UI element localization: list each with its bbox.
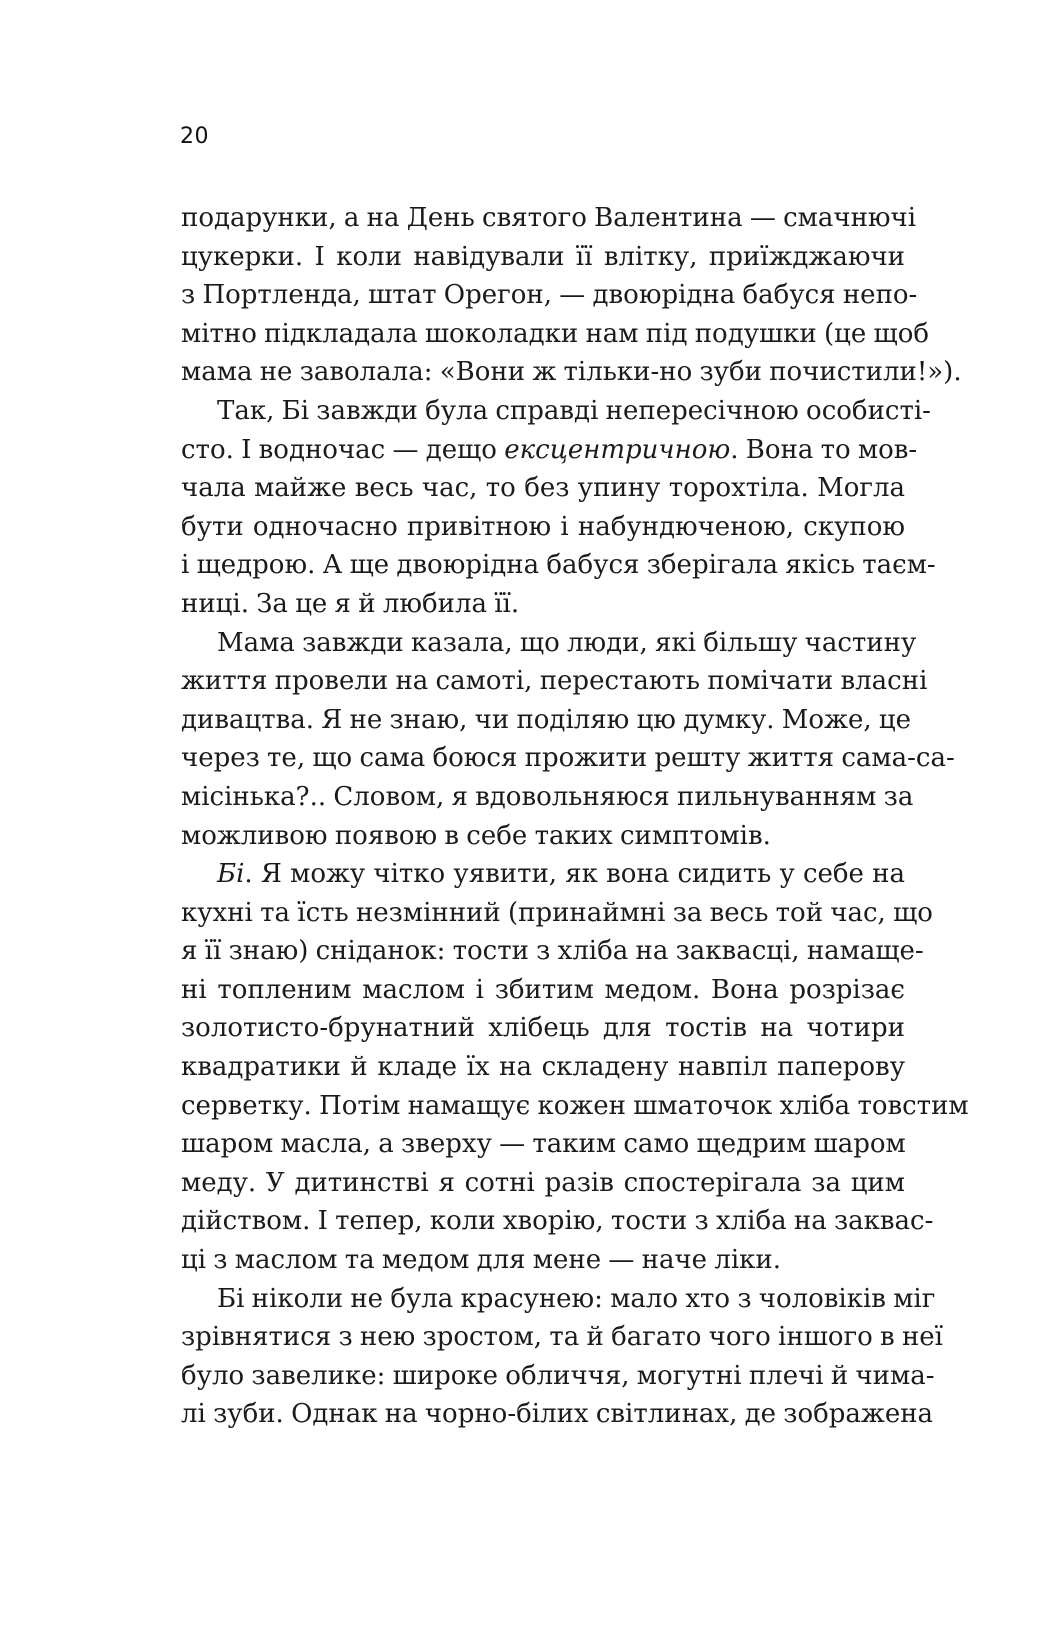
- text-line: Так, Бі завжди була справді непересічною особисті-: [217, 395, 931, 426]
- paragraph: [181, 624, 955, 856]
- page-number: 20: [180, 124, 209, 149]
- text-line: з Портленда, штат Орегон, — двоюрідна бабуся непо-: [181, 280, 918, 311]
- text-line: мітно підкладала шоколадки нам під подушки (це щоб: [181, 318, 930, 349]
- text-segment: . Я можу чітко уявити, як вона сидить у себе на: [244, 859, 905, 890]
- paragraph: [181, 392, 936, 624]
- text-line: можливою появою в себе таких симптомів.: [181, 820, 771, 851]
- text-segment: сто. І водночас — дещо: [181, 434, 505, 465]
- italic-text: ексцентричною: [504, 434, 731, 465]
- text-line: лі зуби. Однак на чорно-білих світлинах, де зображена: [181, 1399, 934, 1430]
- text-line: кухні та їсть незмінний (принаймні за весь той час, що: [181, 897, 933, 928]
- text-line: шаром масла, а зверху — таким само щедрим шаром: [181, 1129, 906, 1160]
- text-line: і щедрою. А ще двоюрідна бабуся зберігала якісь таєм-: [181, 550, 936, 581]
- text-line: ці з маслом та медом для мене — наче ліки.: [181, 1245, 781, 1276]
- text-line: серветку. Потім намащує кожен шматочок хліба товстим: [181, 1090, 969, 1121]
- text-line: мама не заволала: «Вони ж тільки-но зуби почистили!»).: [181, 357, 962, 388]
- text-line: бути одночасно привітною і набундюченою, скупою: [181, 511, 905, 542]
- body-text: [181, 199, 969, 1434]
- paragraph: [181, 1280, 943, 1434]
- text-line: дивацтва. Я не знаю, чи поділяю цю думку. Може, це: [181, 704, 912, 735]
- text-line: було завелике: широке обличчя, могутні плечі й чима-: [181, 1360, 935, 1391]
- text-line: цукерки. І коли навідували її влітку, приїжджаючи: [181, 241, 905, 272]
- text-line: Бі ніколи не була красунею: мало хто з чоловіків міг: [217, 1283, 936, 1314]
- text-line: квадратики й кладе їх на складену навпіл паперову: [181, 1052, 905, 1083]
- text-line: меду. У дитинстві я сотні разів спостерігала за цим: [181, 1167, 905, 1198]
- paragraph: [181, 855, 969, 1280]
- text-segment: . Вона то мов-: [730, 434, 918, 465]
- text-line: зрівнятися з нею зростом, та й багато чого іншого в неї: [181, 1322, 943, 1353]
- text-line: Мама завжди казала, що люди, які більшу частину: [217, 627, 917, 658]
- text-line: подарунки, а на День святого Валентина — смачнючі: [181, 203, 917, 233]
- text-line: чала майже весь час, то без упину торохтіла. Могла: [181, 473, 905, 504]
- text-line: золотисто-брунатний хлібець для тостів на чотири: [181, 1013, 905, 1044]
- text-line: місінька?.. Словом, я вдовольняюся пильнуванням за: [181, 781, 914, 812]
- text-line: ниці. За це я й любила її.: [181, 588, 520, 619]
- paragraph: [181, 199, 962, 392]
- text-line: дійством. І тепер, коли хворію, тости з хліба на заквас-: [181, 1206, 934, 1237]
- text-line: життя провели на самоті, перестають помічати власні: [181, 666, 928, 697]
- text-line: через те, що сама боюся прожити решту життя сама-са-: [181, 743, 955, 774]
- text-line: [181, 431, 918, 470]
- italic-text: Бі: [217, 859, 245, 890]
- text-line: ні топленим маслом і збитим медом. Вона розрізає: [181, 974, 905, 1005]
- text-line: я її знаю) сніданок: тости з хліба на заквасці, намаще-: [181, 936, 924, 967]
- text-line: [181, 855, 905, 894]
